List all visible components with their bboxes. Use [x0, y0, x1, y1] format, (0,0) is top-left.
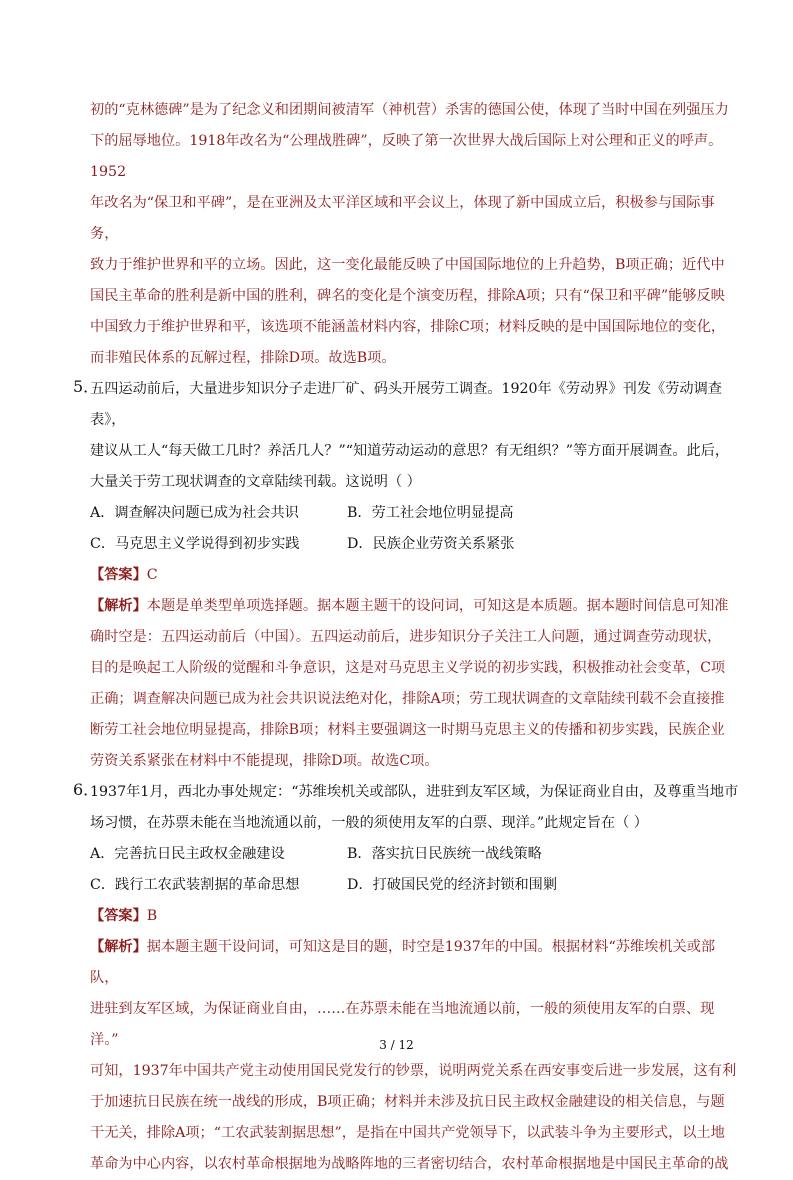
- option-a: A．完善抗日民主政权金融建设: [90, 846, 285, 862]
- question-5: [73, 374, 740, 777]
- explanation-line: 目的是唤起工人阶级的觉醒和斗争意识，这是对马克思主义学说的初步实践，积极推动社会变革，C项: [90, 660, 726, 676]
- option-d: D．民族企业劳资关系紧张: [347, 536, 515, 552]
- question-number: 5．: [73, 377, 100, 396]
- stem-line: 1937年1月，西北办事处规定：“苏维埃机关或部队，进驻到友军区域，为保证商业自由，及尊重当地市: [90, 784, 739, 800]
- answer-line: [90, 901, 740, 932]
- option-c: C．践行工农武装割据的革命思想: [90, 877, 300, 893]
- explanation-line: 年改名为“保卫和平碑”，是在亚洲及太平洋区域和平会议上，体现了新中国成立后，积极参与国际事务，: [90, 195, 715, 242]
- option-b: B．劳工社会地位明显提高: [347, 505, 514, 521]
- continued-explanation: [90, 95, 740, 374]
- question-number: 6．: [73, 780, 100, 799]
- options-row: [90, 839, 740, 870]
- explanation-line: 干无关，排除A项；“工农武装割据思想”，是指在中国共产党领导下，以武装斗争为主要形式，以土地: [90, 1125, 725, 1141]
- options-row: [90, 498, 740, 529]
- explanation-line: 致力于维护世界和平的立场。因此，这一变化最能反映了中国国际地位的上升趋势，B项正确；近代中: [90, 257, 725, 273]
- option-b: B．落实抗日民族统一战线策略: [347, 846, 542, 862]
- answer-tag: 【答案】: [90, 908, 147, 924]
- answer-line: [90, 560, 740, 591]
- options-row: [90, 870, 740, 901]
- explanation-line: 于加速抗日民族在统一战线的形成，B项正确；材料并未涉及抗日民主政权金融建设的相关信息，与题: [90, 1094, 725, 1110]
- explanation-line: 劳资关系紧张在材料中不能提现，排除D项。故选C项。: [90, 753, 439, 769]
- question-stem: [73, 777, 740, 839]
- question-stem: [73, 374, 740, 498]
- explanation-text: 据本题主题干设问词，可知这是目的题，时空是1937年的中国。根据材料“苏维埃机关或部队，: [90, 939, 716, 986]
- page-content: [73, 95, 740, 1180]
- option-d: D．打破国民党的经济封锁和围剿: [347, 877, 558, 893]
- explanation-line: 中国致力于维护世界和平，该选项不能涵盖材料内容，排除C项；材料反映的是中国国际地位的变化，: [90, 319, 726, 335]
- explanation-line: 国民主革命的胜利是新中国的胜利，碑名的变化是个演变历程，排除A项；只有“保卫和平碑”能够反映: [90, 288, 725, 304]
- explanation-line: 可知，1937年中国共产党主动使用国民党发行的钞票，说明两党关系在西安事变后进一步发展，这有利: [90, 1063, 737, 1079]
- stem-line: 五四运动前后，大量进步知识分子走进厂矿、码头开展劳工调查。1920年《劳动界》刊发《劳动调查表》，: [90, 381, 722, 428]
- explanation-line: 正确；调查解决问题已成为社会共识说法绝对化，排除A项；劳工现状调查的文章陆续刊载不会直接推: [90, 691, 725, 707]
- explanation-line: 进驻到友军区域，为保证商业自由，……在苏票未能在当地流通以前，一般的须使用友军的白票、现洋。”: [90, 1001, 715, 1048]
- explanation-line: 确时空是：五四运动前后（中国）。五四运动前后，进步知识分子关注工人问题，通过调查劳动现状，: [90, 629, 722, 645]
- option-a: A．调查解决问题已成为社会共识: [90, 505, 299, 521]
- stem-line: 大量关于劳工现状调查的文章陆续刊载。这说明（ ）: [90, 474, 421, 490]
- answer-value: B: [146, 908, 158, 924]
- stem-line: 建议从工人“每天做工几时？养活几人？”“知道劳动运动的意思？有无组织？”等方面开展调查。此后，: [90, 443, 730, 459]
- option-c: C．马克思主义学说得到初步实践: [90, 536, 300, 552]
- options-row: [90, 529, 740, 560]
- stem-line: 场习惯，在苏票未能在当地流通以前，一般的须使用友军的白票、现洋。”此规定旨在（ ）: [90, 815, 648, 831]
- explanation-text: 本题是单类型单项选择题。据本题主题干的设问词，可知这是本质题。据本题时间信息可知准: [146, 598, 729, 614]
- answer-value: C: [146, 567, 158, 583]
- explanation-line: 革命为中心内容，以农村革命根据地为战略阵地的三者密切结合，农村革命根据地是中国民主革命的战: [90, 1156, 729, 1172]
- explanation-line: [90, 932, 740, 994]
- question-6: [73, 777, 740, 1180]
- explanation-line: 下的屈辱地位。1918年改名为“公理战胜碑”，反映了第一次世界大战后国际上对公理和正义的呼声。1952: [90, 133, 723, 180]
- explanation-line: 断劳工社会地位明显提高，排除B项；材料主要强调这一时期马克思主义的传播和初步实践，民族企业: [90, 722, 725, 738]
- explanation-line: [90, 591, 740, 622]
- explanation-line: 而非殖民体系的瓦解过程，排除D项。故选B项。: [90, 350, 396, 366]
- explanation-tag: 【解析】: [90, 598, 147, 614]
- page-number: 3 / 12: [379, 1038, 414, 1052]
- explanation-line: 初的“克林德碑”是为了纪念义和团期间被清军（神机营）杀害的德国公使，体现了当时中国在列强压力: [90, 102, 729, 118]
- explanation-tag: 【解析】: [90, 939, 147, 955]
- answer-tag: 【答案】: [90, 567, 147, 583]
